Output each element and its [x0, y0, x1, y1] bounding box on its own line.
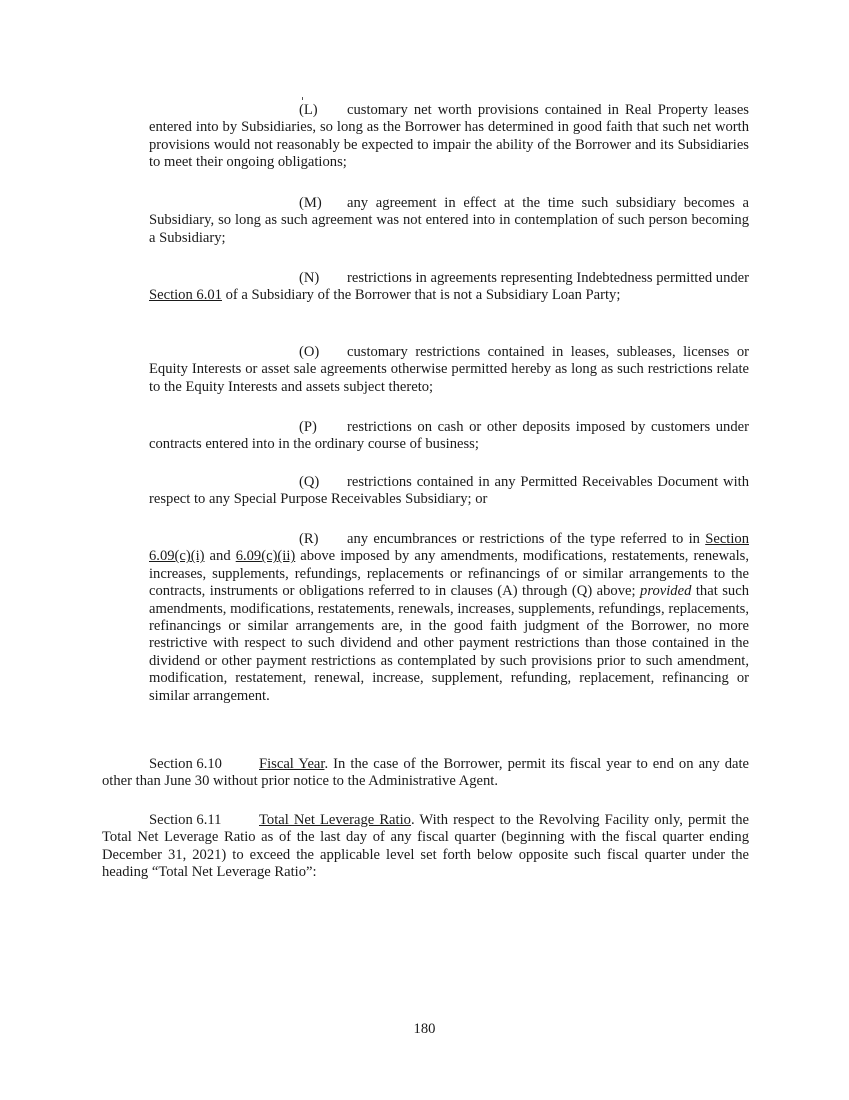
- clause-label: (R): [299, 531, 319, 547]
- section-text: . In the case of the Borrower, permit its fiscal year to end on any date other than June 30 without prior notice to the Administrative Agent.: [102, 756, 749, 790]
- section-reference-link: 6.09(c)(ii): [235, 548, 296, 565]
- clause-label: (P): [299, 419, 317, 435]
- section-6-11: [102, 812, 749, 882]
- clause-text: customary restrictions contained in leases, subleases, licenses or Equity Interests or asset sale agreements otherwise permitted hereby as long as such restrictions relate to the Equity Interests and assets subject thereto;: [149, 344, 749, 395]
- clause-text: restrictions in agreements representing Indebtedness permitted under: [347, 270, 750, 286]
- clause-l: [149, 102, 749, 172]
- clause-label: (O): [299, 344, 320, 360]
- clause-n: [149, 270, 749, 305]
- section-title: Fiscal Year: [259, 756, 325, 772]
- clause-p: [149, 419, 749, 454]
- section-number: Section 6.11: [149, 812, 222, 828]
- section-text: . With respect to the Revolving Facility only, permit the Total Net Leverage Ratio as of the last day of any fiscal quarter (beginning with the fiscal quarter ending December 31, 2021) to exceed the applicable level set forth below opposite such fiscal quarter under the heading “Total Net Leverage Ratio”:: [102, 812, 749, 881]
- scan-mark: [302, 97, 303, 100]
- clause-r: [149, 531, 749, 705]
- clause-text: above imposed by any amendments, modifications, restatements, renewals, increases, supplements, refundings, replacements or refinancings of or similar arrangements to the contracts, instruments or obligations referred to in clauses (A) through (Q) above;: [149, 548, 749, 600]
- section-reference-link: Section 6.01: [149, 287, 222, 304]
- clause-text: that such amendments, modifications, restatements, renewals, increases, supplements, refundings, replacements, refinancings or similar arrangements are, in the good faith judgment of the Borrower, no more restrictive with respect to such dividend and other payment restrictions than those contained in the dividend or other payment restrictions as contemplated by such provisions prior to such amendment, modification, restatement, renewal, increase, supplement, refunding, replacement, refinancing or similar arrangement.: [149, 583, 749, 704]
- page-number: 180: [413, 1021, 436, 1037]
- section-title: Total Net Leverage Ratio: [259, 812, 411, 828]
- clause-label: (N): [299, 270, 320, 286]
- clause-text: any agreement in effect at the time such subsidiary becomes a Subsidiary, so long as such agreement was not entered into in contemplation of such person becoming a Subsidiary;: [149, 195, 749, 246]
- clause-label: (L): [299, 102, 318, 118]
- clause-text: customary net worth provisions contained in Real Property leases entered into by Subsidiaries, so long as the Borrower has determined in good faith that such net worth provisions would not reasonably be expected to impair the ability of the Borrower and its Subsidiaries to meet their ongoing obligations;: [149, 102, 749, 171]
- clause-m: [149, 195, 749, 247]
- clause-text: restrictions contained in any Permitted Receivables Document with respect to any Special Purpose Receivables Subsidiary; or: [149, 474, 749, 508]
- section-reference-link: Section 6.09(c)(i): [149, 531, 749, 565]
- section-number: Section 6.10: [149, 756, 222, 772]
- clause-label: (Q): [299, 474, 320, 490]
- clause-o: [149, 344, 749, 396]
- section-6-10: [102, 756, 749, 791]
- clause-label: (M): [299, 195, 322, 211]
- clause-q: [149, 474, 749, 509]
- clause-text: restrictions on cash or other deposits imposed by customers under contracts entered into in the ordinary course of business;: [149, 419, 749, 453]
- clause-text: any encumbrances or restrictions of the type referred to in: [347, 531, 706, 547]
- clause-text: of a Subsidiary of the Borrower that is not a Subsidiary Loan Party;: [221, 287, 621, 304]
- proviso-italic: provided: [640, 583, 692, 600]
- clause-text: and: [204, 548, 236, 565]
